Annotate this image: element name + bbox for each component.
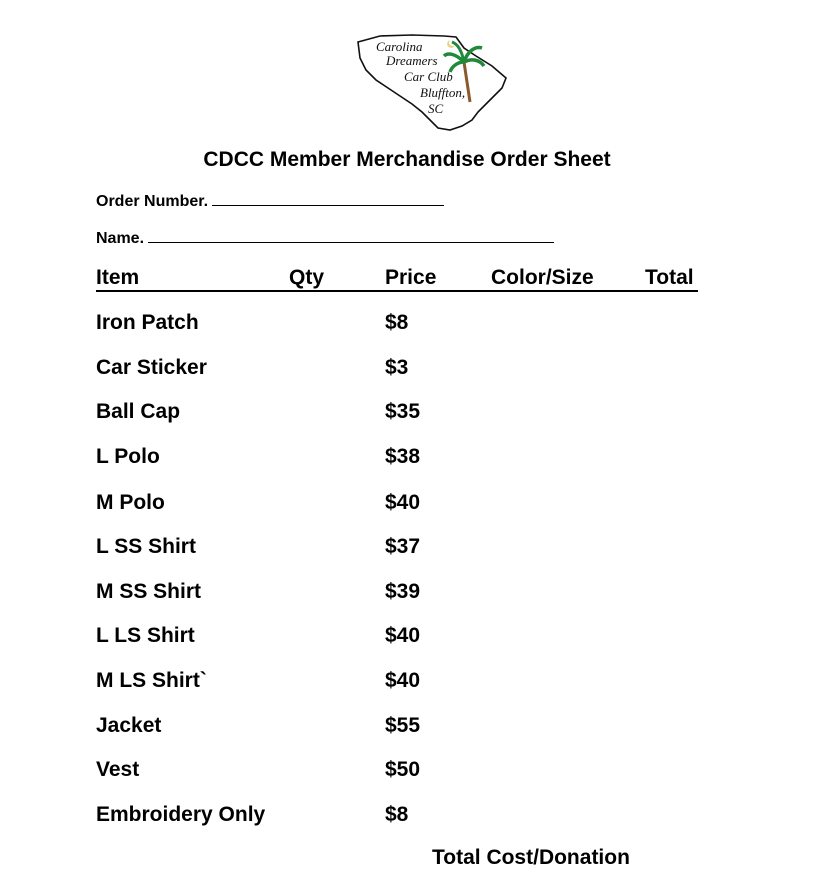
item-name: Ball Cap <box>96 400 181 423</box>
logo-text-line2: Dreamers <box>386 53 438 68</box>
logo-text-line4: Bluffton, <box>420 85 466 100</box>
order-number-field <box>96 193 444 211</box>
item-price: $40 <box>385 669 421 692</box>
item-price: $3 <box>385 356 409 379</box>
column-header-qty: Qty <box>289 266 325 289</box>
item-name: Iron Patch <box>96 311 199 334</box>
item-name: M SS Shirt <box>96 580 202 603</box>
logo-text-line3: Car Club <box>404 69 453 84</box>
order-number-label: Order Number. <box>96 193 209 210</box>
item-price: $40 <box>385 624 421 647</box>
column-header-price: Price <box>385 266 437 289</box>
item-price: $8 <box>385 803 409 826</box>
order-number-blank-line[interactable] <box>212 193 444 206</box>
item-name: L Polo <box>96 445 160 468</box>
item-price: $37 <box>385 535 421 558</box>
column-header-color-size: Color/Size <box>491 266 594 289</box>
item-price: $38 <box>385 445 421 468</box>
item-price: $39 <box>385 580 421 603</box>
name-label: Name. <box>96 230 145 247</box>
name-field <box>96 230 554 248</box>
name-blank-line[interactable] <box>148 230 554 243</box>
item-price: $35 <box>385 400 421 423</box>
logo-text-line1: Carolina <box>376 39 423 54</box>
header-underline <box>96 290 698 292</box>
page-title: CDCC Member Merchandise Order Sheet <box>203 148 611 171</box>
column-header-total: Total <box>645 266 694 289</box>
total-cost-label: Total Cost/Donation <box>432 846 630 869</box>
item-name: M LS Shirt` <box>96 669 207 692</box>
item-name: Car Sticker <box>96 356 207 379</box>
item-price: $55 <box>385 714 421 737</box>
item-name: Embroidery Only <box>96 803 266 826</box>
item-name: Jacket <box>96 714 162 737</box>
logo-text-line5: SC <box>428 101 444 116</box>
item-name: L LS Shirt <box>96 624 195 647</box>
item-name: L SS Shirt <box>96 535 196 558</box>
item-name: M Polo <box>96 491 165 514</box>
item-price: $40 <box>385 491 421 514</box>
item-name: Vest <box>96 758 140 781</box>
item-price: $50 <box>385 758 421 781</box>
item-price: $8 <box>385 311 409 334</box>
column-header-item: Item <box>96 266 140 289</box>
club-logo <box>352 32 512 132</box>
